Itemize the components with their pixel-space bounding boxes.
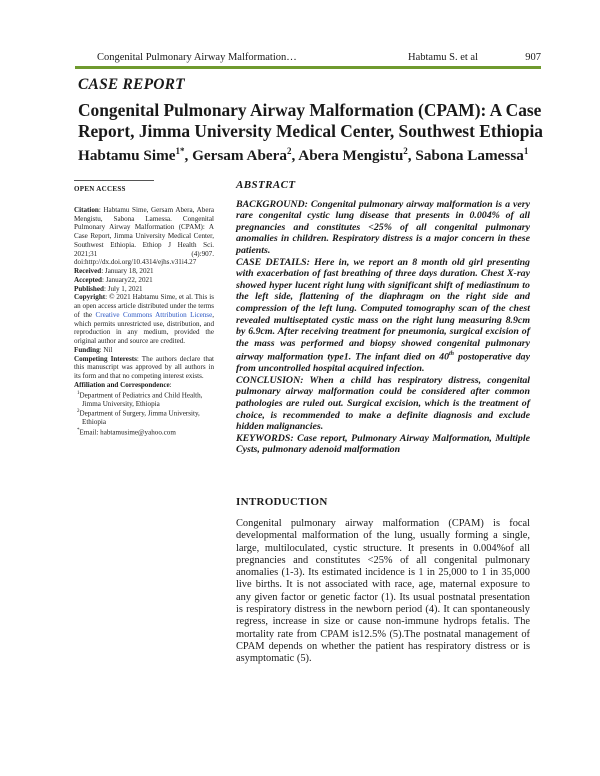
page-number: 907 (525, 52, 541, 63)
abstract (236, 180, 530, 456)
author-name: Habtamu Sime (78, 147, 176, 165)
author-name: Abera Mengistu (298, 147, 404, 165)
affiliation-heading: Affiliation and Correspondence: (74, 380, 172, 389)
abstract-case-details: CASE DETAILS: Here in, we report an 8 month old girl presenting with exacerbation of fast breathing of three days duration. Chest X-ray showed hyper lucent right lung with significant shift of mediastinum to the left side, flattening of the diaphragm on the right side and compression of the left lung. Computed tomography scan of the chest revealed multiseptated cystic mass on the right lung measuring 8.9cm by 6.9cm. After receiving treatment for pneumonia, surgical excision of the mass was performed and biopsy showed congenital pulmonary airway malformation type1. The infant died on 40th postoperative day from uncontrolled hospital acquired infection. (236, 256, 530, 375)
introduction-heading: INTRODUCTION (236, 496, 328, 508)
author-affiliation-mark: 1 (523, 146, 529, 156)
citation: Citation: Habtamu Sime, Gersam Abera, Abera Mengistu, Sabona Lamessa. Congenital Pulmonary Airway Malformation (CPAM): A Case Report, Jimma University Medical Center, Southwest Ethiopia. Ethiop J Health Sci. 2021;31 (4):907. doi:http://dx.doi.org/10.4314/ejhs.v31i4.27 (74, 205, 214, 267)
accepted-date: Accepted: January22, 2021 (74, 275, 153, 284)
introduction-body: Congenital pulmonary airway malformation (CPAM) is focal developmental malformation of the lung, usually forming a single, large, multiloculated, cystic structure. It presents in 0.004%of all pregnancies and constitutes <25% of all congenital pulmonary anomalies (1-3). Its estimated incidence is 1 in 25,000 to 1 in 35,000 live births. It is not associated with race, age, maternal exposure to any given factor or genetic factor (1). Its usual postnatal presentation is respiratory distress in the newborn period (4). It can spontaneously regress, increase in size or cause non-immune hydrops fetalis. The mortality rate from CPAM is12.5% (5).The postnatal management of CPAM depends on whether the patient has respiratory distress or is asymptomatic (5). (236, 518, 530, 665)
article-info-sidebar (74, 180, 214, 437)
running-authors: Habtamu S. et al (408, 52, 478, 63)
running-header (75, 52, 541, 64)
abstract-heading: ABSTRACT (236, 179, 296, 191)
affiliation-item: $^2$Department of Surgery, Jimma University, Ethiopia (77, 409, 200, 427)
author-name: Gersam Abera (192, 147, 287, 165)
section-label: CASE REPORT (78, 76, 185, 93)
abstract-conclusion: CONCLUSION: When a child has respiratory distress, congenital pulmonary airway malformation could be considered after common pathologies are ruled out. Surgical excision, which is the treatment of choice, is recommended to make a definite diagnosis and exclude hidden malignancies. (236, 374, 530, 433)
license-link[interactable]: Creative Commons Attribution License (95, 310, 213, 319)
affiliation-item: $^1$Department of Pediatrics and Child Health, Jimma University, Ethiopia (77, 390, 203, 408)
author-affiliation-mark: 1* (175, 146, 185, 156)
sidebar-rule (74, 180, 154, 181)
received-date: Received: January 18, 2021 (74, 267, 154, 275)
author-affiliation-mark: 2 (286, 146, 292, 156)
running-title: Congenital Pulmonary Airway Malformation… (97, 52, 297, 63)
abstract-keywords: KEYWORDS: Case report, Pulmonary Airway Malformation, Multiple Cysts, pulmonary adenoid malformation (236, 432, 530, 456)
article-title: Congenital Pulmonary Airway Malformation (CPAM): A Case Report, Jimma University Medical Center, Southwest Ethiopia (78, 100, 544, 141)
competing-interests: Competing Interests: The authors declare that this manuscript was approved by all authors in its form and that no competing interest exists. (74, 354, 214, 380)
author-list: Habtamu Sime$^{1*}$, Gersam Abera$^2$, Abera Mengistu$^2$, Sabona Lamessa$^1$ (78, 146, 529, 165)
author-name: Sabona Lamessa (415, 147, 524, 165)
correspondence-email: *Email: habtamusime@yahoo.com (77, 428, 176, 437)
open-access-label: OPEN ACCESS (74, 185, 126, 193)
copyright: Copyright: © 2021 Habtamu Sime, et al. This is an open access article distributed under the terms of the Creative Commons Attribution License, which permits unrestricted use, distribution, and reproduction in any medium, provided the original author and source are credited. (74, 293, 214, 345)
header-rule (75, 66, 541, 69)
funding: Funding: Nil (74, 345, 113, 354)
abstract-background: BACKGROUND: Congenital pulmonary airway malformation is a very rare congenital cystic lung disease that presents in 0.004% of all pregnancies and constitutes <25% of all congenital pulmonary anomalies in children. Respiratory distress is a major concern in these patients. (236, 198, 530, 256)
published-date: Published: July 1, 2021 (74, 284, 143, 293)
author-affiliation-mark: 2 (403, 146, 408, 156)
